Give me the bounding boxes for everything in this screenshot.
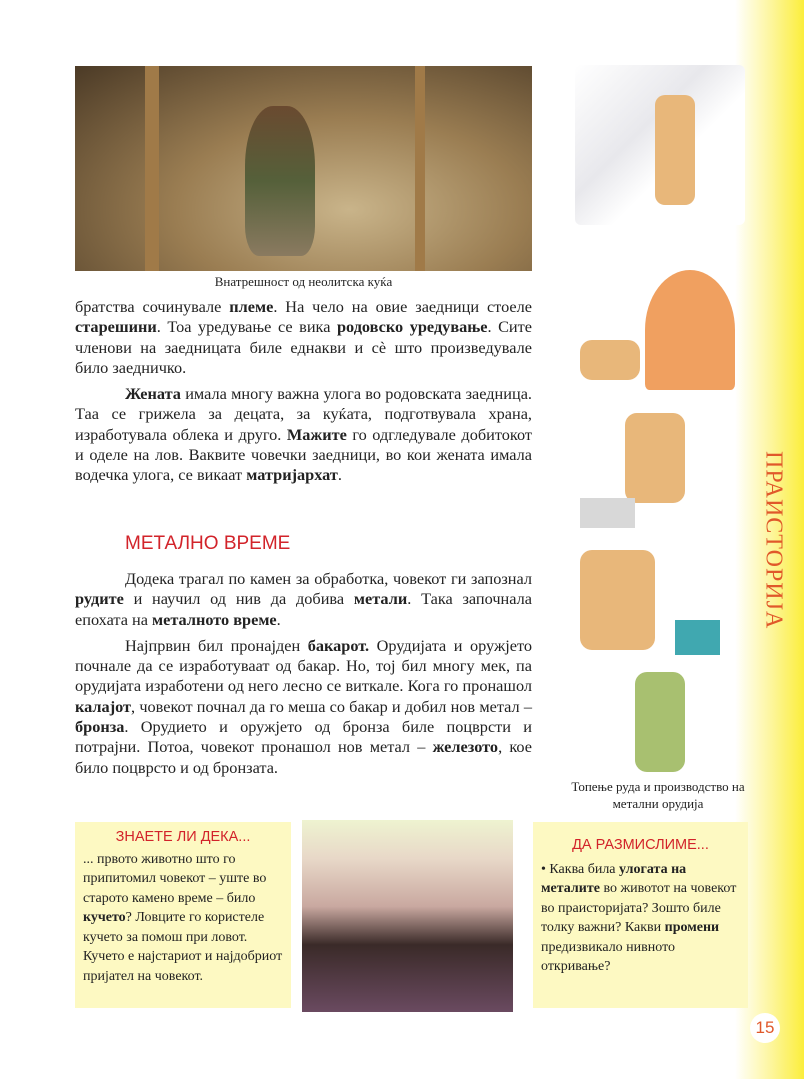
mine-illustration: [302, 820, 513, 1012]
did-you-know-title: ЗНАЕТЕ ЛИ ДЕКА...: [115, 829, 251, 845]
text-run: Орудијата и оружјето почнале да се изработуваат од бакар. Но, тој бил многу мек, па орудијата изработени од него лесно се виткале. Кога го пронашол: [75, 635, 532, 696]
text-run: братства сочинувале: [75, 297, 230, 316]
text-run: го одгледувале добитокот и оделе на лов. Ваквите човечки заедници, во кои жената имала водечка улога, се викаат: [75, 424, 532, 485]
bold-term: бронза: [75, 717, 125, 737]
text-run: имала многу важна улога во родовската заедница. Таа се грижела за децата, за куќата, подготвувала храна, изработувала облека и друго.: [75, 384, 532, 444]
text-run: .: [276, 609, 281, 629]
paragraph: [75, 297, 532, 378]
paragraph: [75, 569, 532, 630]
casting-illustration: [575, 408, 745, 533]
text-run: Додека трагал по камен за обработка, човекот ги запознал: [125, 569, 532, 588]
text-run: .: [337, 465, 342, 485]
section-heading: МЕТАЛНО ВРЕМЕ: [125, 533, 291, 554]
bold-term: родовско уредување: [336, 317, 488, 337]
did-you-know-text: [83, 850, 283, 987]
text-run: • Каква била: [541, 861, 620, 877]
bold-term: промени: [664, 920, 720, 935]
page-number: 15: [750, 1013, 780, 1043]
text-run: и научил од нив да добива: [123, 589, 354, 609]
neolithic-house-photo: [75, 66, 532, 271]
bold-term: бакарот.: [307, 635, 370, 655]
text-run: . Така започнала епохата на: [75, 589, 532, 629]
bold-term: металното време: [152, 609, 277, 629]
text-run: во животот на човекот во праисторијата? Зошто биле толку важни? Какви: [541, 881, 737, 935]
harvesting-illustration: [575, 672, 745, 772]
text-run: . На чело на овие заедници стоеле: [273, 297, 533, 316]
lets-think-text: [541, 860, 740, 977]
text-run: предизвикало нивното откривање?: [541, 939, 676, 974]
text-run: , кое било поцврсто и од бронзата.: [75, 737, 532, 777]
bold-term: железото: [432, 737, 499, 757]
bold-term: кучето: [83, 910, 126, 925]
text-run: Најпрвин бил пронајден: [125, 635, 308, 655]
side-title-text: ПРАИСТОРИЈА: [760, 450, 787, 630]
section2-text: [75, 569, 532, 784]
bold-term: метали: [353, 589, 408, 609]
bold-term: Жената: [125, 384, 181, 404]
lets-think-title: ДА РАЗМИСЛИМЕ...: [572, 837, 709, 853]
did-you-know-box: [75, 822, 291, 1008]
bold-term: улогата на металите: [541, 861, 687, 896]
bold-term: калајот: [75, 696, 132, 716]
furnace-illustration: [575, 230, 745, 400]
text-run: ... првото животно што го припитомил човекот – уште во старото камено време – било: [83, 851, 267, 906]
section1-text: [75, 297, 532, 492]
forging-illustration: [575, 540, 745, 665]
text-run: . Тоа уредување се вика: [156, 317, 337, 337]
chapter-side-title: [748, 440, 798, 640]
text-run: ? Ловците го користеле кучето за помош при ловот. Кучето е најстариот и најдобриот пријател на човекот.: [83, 910, 283, 984]
lets-think-box: [533, 822, 748, 1008]
bold-term: племе: [229, 297, 274, 316]
text-run: . Орудието и оружјето од бронза биле поцврсти и потрајни. Потоа, човекот пронашол нов метал –: [75, 717, 532, 757]
bold-term: матријархат: [246, 465, 338, 485]
bold-term: рудите: [75, 589, 124, 609]
paragraph: [75, 384, 532, 485]
photo-caption: Внатрешност од неолитска куќа: [214, 274, 393, 289]
illustration-caption: Топење руда и производство на метални орудија: [571, 779, 745, 811]
bold-term: Мажите: [286, 424, 347, 444]
text-run: , човекот почнал да го меша со бакар и добил нов метал –: [131, 696, 532, 716]
paragraph: [75, 636, 532, 778]
bold-term: старешини: [75, 317, 157, 337]
mining-illustration: [575, 65, 745, 225]
text-run: . Сите членови на заедницата биле еднакви и сѐ што произведувале било заедничко.: [75, 317, 532, 377]
